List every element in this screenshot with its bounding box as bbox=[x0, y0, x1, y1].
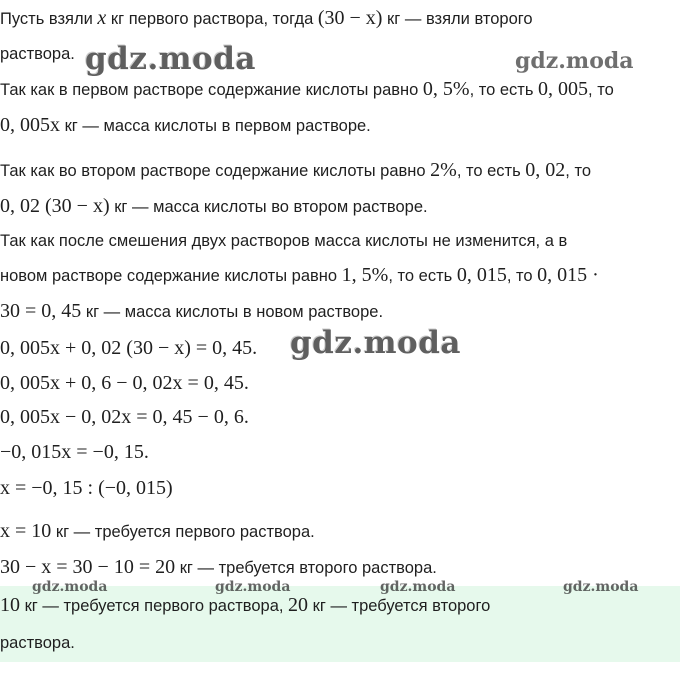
solution-line-8 bbox=[0, 264, 599, 287]
text: , то есть bbox=[388, 267, 457, 285]
text: кг — требуется первого раствора. bbox=[51, 523, 315, 541]
math-percent: 1, 5% bbox=[341, 264, 389, 286]
equation-3: 0, 005x − 0, 02x = 0, 45 − 0, 6. bbox=[0, 406, 249, 428]
watermark-logo: gdz.moda bbox=[380, 579, 456, 595]
text: Пусть взяли bbox=[0, 10, 98, 28]
equation-2: 0, 005x + 0, 6 − 0, 02x = 0, 45. bbox=[0, 372, 249, 394]
watermark-logo: gdz.moda bbox=[290, 325, 461, 361]
math-expression: 30 − x = 30 − 10 = 20 bbox=[0, 556, 176, 578]
math-number: 0, 015 · bbox=[537, 264, 599, 286]
solution-line-1 bbox=[0, 7, 533, 30]
solution-line-3 bbox=[0, 78, 614, 101]
text: кг — масса кислоты во втором растворе. bbox=[109, 198, 428, 216]
math-number: 0, 02 bbox=[525, 159, 566, 181]
watermark-logo: gdz.moda bbox=[563, 579, 639, 595]
text: кг первого раствора, тогда bbox=[106, 10, 318, 28]
text: , то bbox=[565, 162, 592, 180]
math-number: 0, 015 bbox=[456, 264, 507, 286]
equation-4: −0, 015x = −0, 15. bbox=[0, 441, 149, 463]
text: кг — требуется второго bbox=[308, 597, 491, 615]
text: кг — требуется второго раствора. bbox=[175, 559, 437, 577]
text: , то bbox=[506, 267, 538, 285]
text: Так как во втором растворе содержание кислоты равно bbox=[0, 162, 431, 180]
watermark-logo: gdz.moda bbox=[85, 41, 256, 77]
text: кг — требуется первого раствора, bbox=[20, 597, 289, 615]
solution-line-9 bbox=[0, 300, 383, 323]
answer-line-1 bbox=[0, 594, 490, 617]
equation-1: 0, 005x + 0, 02 (30 − x) = 0, 45. bbox=[0, 337, 258, 359]
math-variable: x bbox=[97, 7, 107, 29]
math-expression: 30 = 0, 45 bbox=[0, 300, 82, 322]
watermark-logo: gdz.moda bbox=[515, 48, 634, 74]
math-expression: (30 − x) bbox=[317, 7, 383, 29]
text: Так как в первом растворе содержание кислоты равно bbox=[0, 81, 423, 99]
watermark-logo: gdz.moda bbox=[215, 579, 291, 595]
text: раствора. bbox=[0, 45, 75, 63]
math-expression: 0, 02 (30 − x) bbox=[0, 195, 110, 217]
text: кг — взяли второго bbox=[382, 10, 533, 28]
math-expression: 0, 005x bbox=[0, 114, 60, 136]
solution-line-4 bbox=[0, 114, 371, 137]
answer-number: 20 bbox=[288, 594, 309, 616]
math-percent: 2% bbox=[430, 159, 457, 181]
text: , то есть bbox=[456, 162, 526, 180]
text: новом растворе содержание кислоты равно bbox=[0, 267, 342, 285]
text: , то есть bbox=[469, 81, 539, 99]
solution-line-2 bbox=[0, 43, 75, 65]
text: , то bbox=[588, 81, 614, 99]
text: раствора. bbox=[0, 634, 75, 652]
math-number: 0, 005 bbox=[538, 78, 589, 100]
solution-line-16 bbox=[0, 556, 437, 579]
solution-line-7 bbox=[0, 230, 567, 252]
solution-line-6 bbox=[0, 195, 428, 218]
watermark-logo: gdz.moda bbox=[32, 579, 108, 595]
equation-5: x = −0, 15 : (−0, 015) bbox=[0, 477, 173, 499]
answer-line-2 bbox=[0, 632, 75, 654]
answer-number: 10 bbox=[0, 594, 20, 616]
text: Так как после смешения двух растворов масса кислоты не изменится, а в bbox=[0, 232, 568, 250]
solution-line-5 bbox=[0, 159, 591, 182]
text: кг — масса кислоты в первом растворе. bbox=[60, 117, 371, 135]
math-percent: 0, 5% bbox=[422, 78, 470, 100]
math-expression: x = 10 bbox=[0, 520, 52, 542]
solution-line-15 bbox=[0, 520, 315, 543]
text: кг — масса кислоты в новом растворе. bbox=[81, 303, 384, 321]
